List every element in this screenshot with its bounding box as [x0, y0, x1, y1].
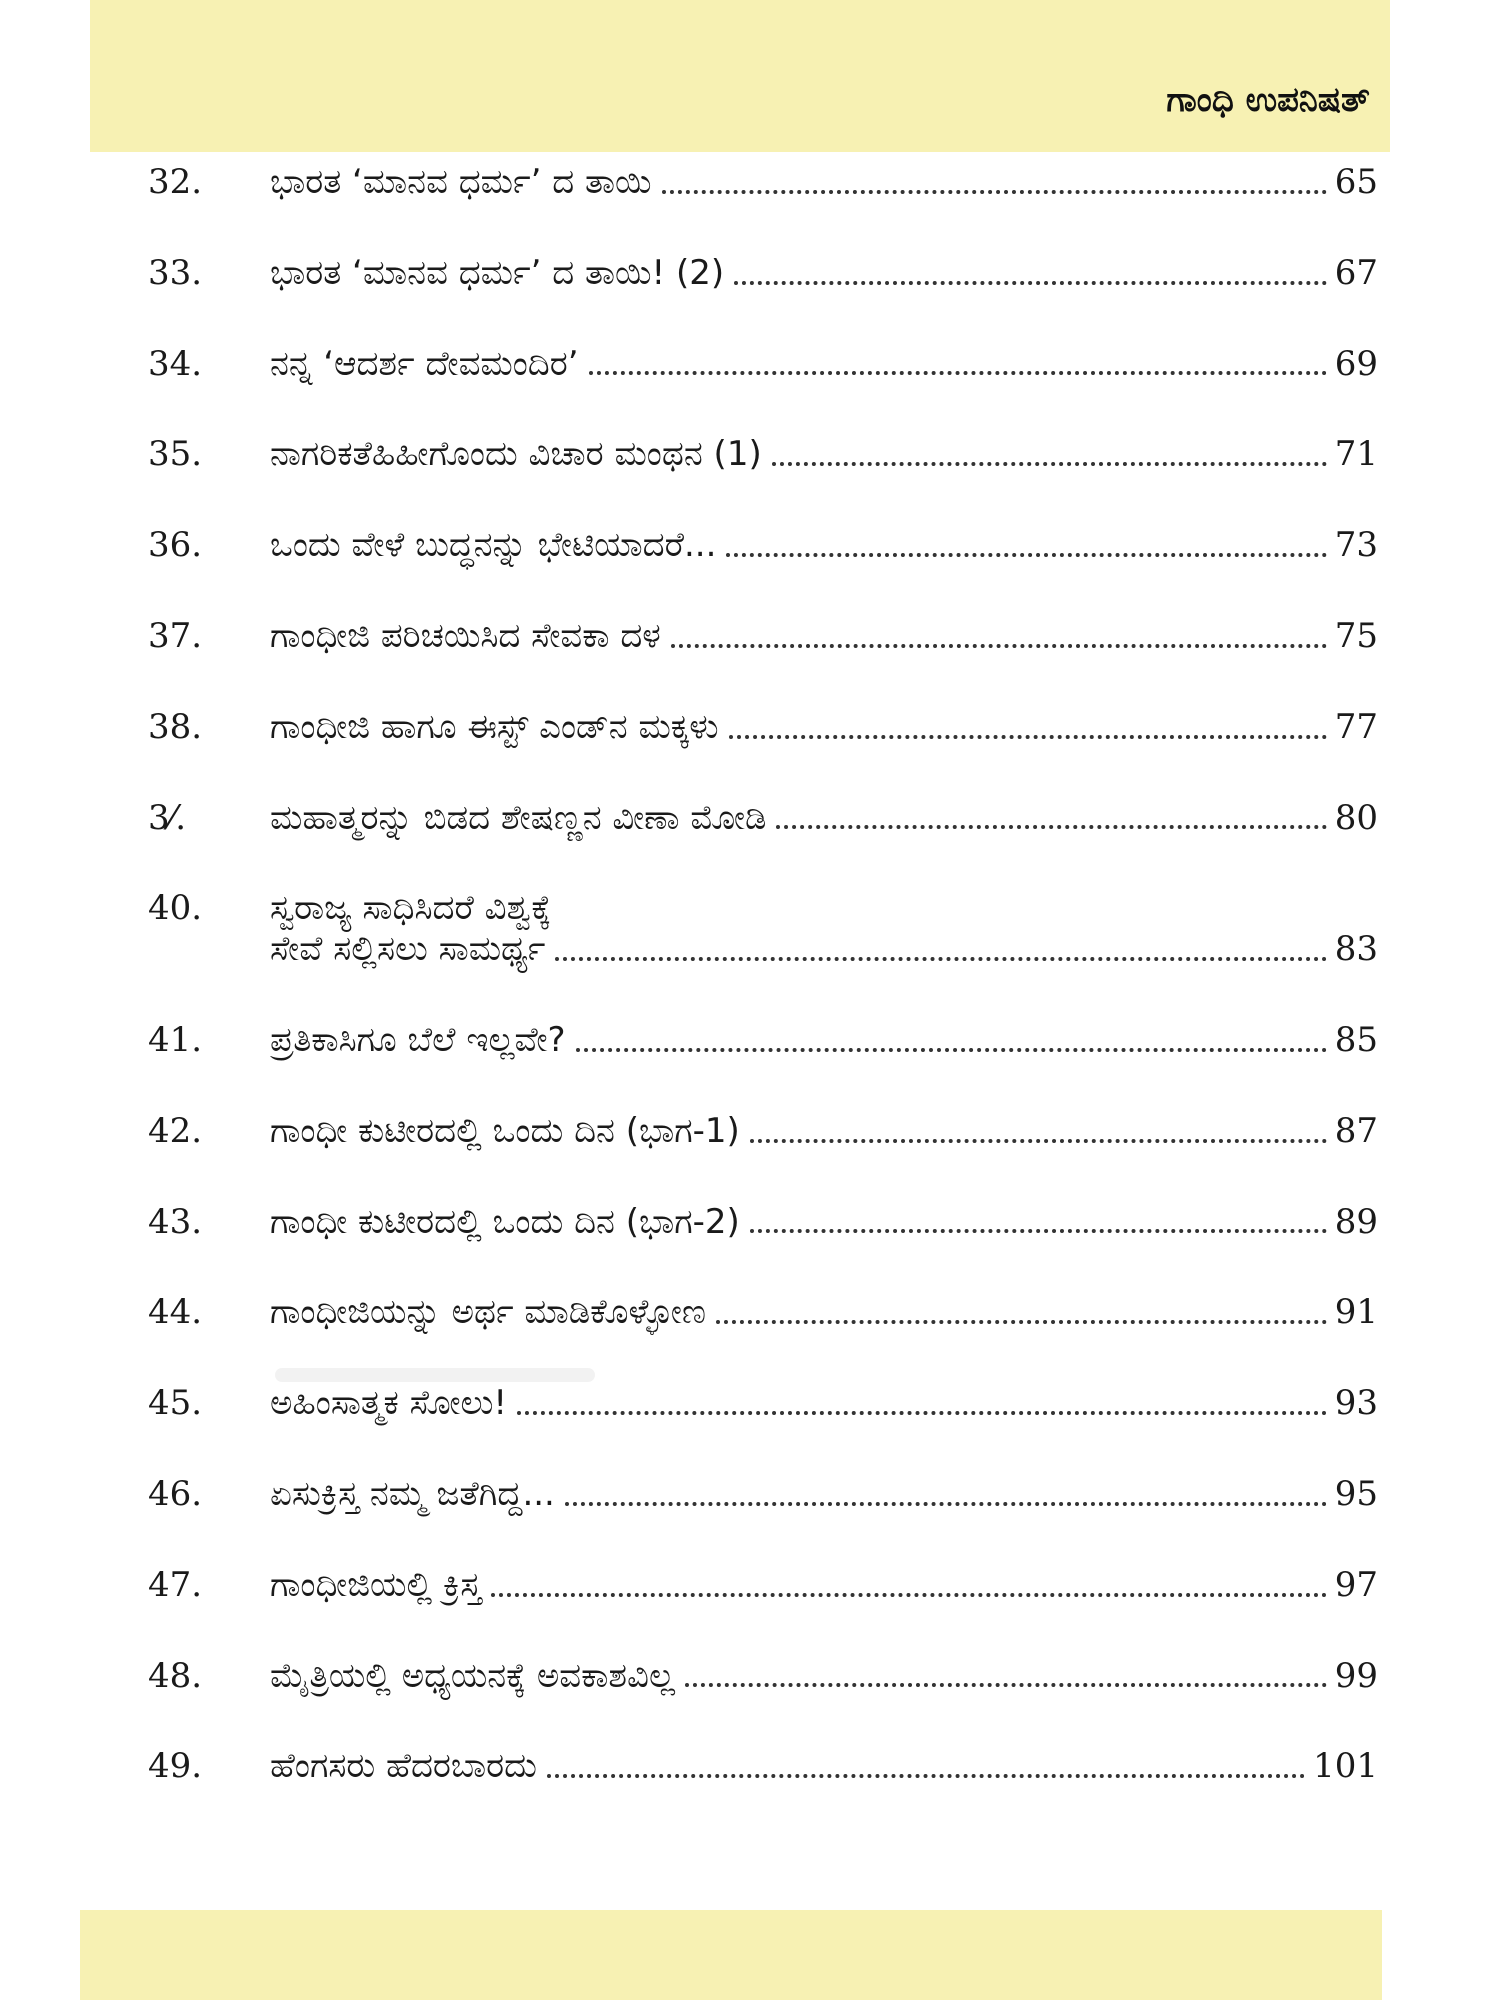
- toc-entry-title: ನಾಗರಿಕತೆಹಿಹೀಗೊಂದು ವಿಚಾರ ಮಂಥನ (1): [270, 434, 762, 475]
- dot-leader: [671, 644, 1327, 648]
- toc-entry-number: 38.: [148, 706, 203, 747]
- toc-entry-page: 97: [1334, 1564, 1378, 1605]
- toc-entry-title: ಹೆಂಗಸರು ಹೆದರಬಾರದು: [270, 1746, 537, 1787]
- toc-entry: [148, 798, 1378, 839]
- toc-entry: [148, 1746, 1378, 1787]
- dot-leader: [576, 1048, 1327, 1052]
- table-of-contents: [148, 162, 1378, 1787]
- dot-leader: [547, 1774, 1305, 1778]
- toc-entry-number: 43.: [148, 1201, 203, 1242]
- toc-entry-page: 69: [1334, 343, 1378, 384]
- toc-entry-page: 85: [1334, 1019, 1378, 1060]
- toc-entry-title: ಗಾಂಧೀಜಿಯಲ್ಲಿ ಕ್ರಿಸ್ತ: [270, 1564, 482, 1605]
- toc-entry-page: 80: [1334, 797, 1378, 838]
- running-head-title: ಗಾಂಧಿ ಉಪನಿಷತ್: [1166, 80, 1370, 120]
- toc-entry-number: 49.: [148, 1746, 203, 1787]
- toc-entry-number: 48.: [148, 1655, 203, 1696]
- toc-entry-number: 34.: [148, 343, 203, 384]
- toc-entry-page: 95: [1334, 1473, 1378, 1514]
- toc-entry-page: 101: [1313, 1746, 1378, 1787]
- dot-leader: [716, 1320, 1327, 1324]
- toc-entry-page: 93: [1334, 1383, 1378, 1424]
- toc-entry-title: ಭಾರತ ‘ಮಾನವ ಧರ್ಮ’ ದ ತಾಯಿ! (2): [270, 252, 725, 293]
- toc-entry-number: 37.: [148, 615, 203, 656]
- dot-leader: [776, 825, 1326, 829]
- toc-entry: [148, 525, 1378, 566]
- toc-entry-page: 87: [1334, 1110, 1378, 1151]
- dot-leader: [750, 1229, 1327, 1233]
- toc-entry-title: ಮಹಾತ್ಮರನ್ನು ಬಿಡದ ಶೇಷಣ್ಣನ ವೀಣಾ ಮೋಡಿ: [270, 797, 767, 838]
- toc-entry-title: ಭಾರತ ‘ಮಾನವ ಧರ್ಮ’ ದ ತಾಯಿ: [270, 162, 652, 202]
- toc-entry: [148, 344, 1378, 385]
- dot-leader: [734, 281, 1327, 285]
- toc-entry-title: ಗಾಂಧೀಜಿ ಹಾಗೂ ಈಸ್ಟ್ ಎಂಡ್‌ನ ಮಕ್ಕಳು: [270, 706, 719, 747]
- toc-entry-page: 91: [1334, 1292, 1378, 1333]
- toc-entry-title: ಏಸುಕ್ರಿಸ್ತ ನಮ್ಮ ಜತೆಗಿದ್ದ...: [270, 1473, 555, 1514]
- toc-entry-number: 32.: [148, 162, 203, 202]
- toc-entry: [148, 1111, 1378, 1152]
- toc-entry-number: 3⁄.: [148, 797, 187, 838]
- dot-leader: [750, 1139, 1327, 1143]
- toc-entry-title: ಒಂದು ವೇಳೆ ಬುದ್ಧನನ್ನು ಭೇಟಿಯಾದರೆ...: [270, 525, 717, 566]
- scan-smudge: [275, 1368, 595, 1382]
- toc-entry-number: 47.: [148, 1564, 203, 1605]
- toc-entry: [148, 1020, 1378, 1061]
- toc-entry-title: ಮೈತ್ರಿಯಲ್ಲಿ ಅಧ್ಯಯನಕ್ಕೆ ಅವಕಾಶವಿಲ್ಲ: [270, 1655, 676, 1696]
- dot-leader: [726, 553, 1326, 557]
- dot-leader: [555, 957, 1326, 961]
- toc-entry: [148, 1565, 1378, 1606]
- toc-entry-number: 44.: [148, 1292, 203, 1333]
- toc-entry-page: 77: [1334, 706, 1378, 747]
- toc-entry-page: 99: [1334, 1655, 1378, 1696]
- toc-entry: [148, 1292, 1378, 1333]
- toc-entry: [148, 434, 1378, 475]
- toc-entry: [148, 253, 1378, 294]
- dot-leader: [589, 371, 1327, 375]
- dot-leader: [565, 1502, 1327, 1506]
- header-band: [90, 0, 1390, 152]
- toc-entry-page: 65: [1334, 162, 1378, 202]
- toc-entry: [148, 888, 1378, 970]
- toc-entry-title: ಅಹಿಂಸಾತ್ಮಕ ಸೋಲು!: [270, 1383, 508, 1424]
- toc-entry-number: 35.: [148, 434, 203, 475]
- dot-leader: [729, 735, 1327, 739]
- toc-entry-title: ನನ್ನ ‘ಆದರ್ಶ ದೇವಮಂದಿರ’: [270, 343, 579, 384]
- footer-band: [80, 1910, 1382, 2000]
- toc-entry-number: 33.: [148, 252, 203, 293]
- toc-entry-title: ಪ್ರತಿಕಾಸಿಗೂ ಬೆಲೆ ಇಲ್ಲವೇ?: [270, 1019, 566, 1060]
- toc-entry-number: 40.: [148, 888, 203, 929]
- toc-entry: [148, 1474, 1378, 1515]
- toc-entry-page: 75: [1334, 615, 1378, 656]
- toc-entry-title: ಗಾಂಧೀ ಕುಟೀರದಲ್ಲಿ ಒಂದು ದಿನ (ಭಾಗ-2): [270, 1201, 740, 1242]
- dot-leader: [662, 190, 1327, 194]
- toc-entry: [148, 707, 1378, 748]
- toc-entry: [148, 162, 1378, 203]
- toc-entry-title-line1: ಸ್ವರಾಜ್ಯ ಸಾಧಿಸಿದರೆ ವಿಶ್ವಕ್ಕೆ: [270, 888, 552, 929]
- toc-entry-title: ಗಾಂಧೀಜಿಯನ್ನು ಅರ್ಥ ಮಾಡಿಕೊಳ್ಳೋಣ: [270, 1292, 707, 1333]
- toc-entry-page: 73: [1334, 525, 1378, 566]
- toc-entry-number: 42.: [148, 1110, 203, 1151]
- toc-entry: [148, 1383, 1378, 1424]
- toc-entry: [148, 1656, 1378, 1697]
- toc-entry-number: 45.: [148, 1383, 203, 1424]
- toc-entry-title: ಗಾಂಧೀ ಕುಟೀರದಲ್ಲಿ ಒಂದು ದಿನ (ಭಾಗ-1): [270, 1110, 740, 1151]
- dot-leader: [491, 1593, 1326, 1597]
- toc-entry-number: 46.: [148, 1473, 203, 1514]
- toc-entry: [148, 1202, 1378, 1243]
- toc-entry-page: 89: [1334, 1201, 1378, 1242]
- toc-entry-title-line2: ಸೇವೆ ಸಲ್ಲಿಸಲು ಸಾಮರ್ಥ್ಯ: [270, 929, 546, 970]
- toc-entry-page: 83: [1334, 929, 1378, 970]
- toc-entry: [148, 616, 1378, 657]
- toc-entry-page: 71: [1334, 434, 1378, 475]
- toc-entry-page: 67: [1334, 252, 1378, 293]
- toc-entry-number: 36.: [148, 525, 203, 566]
- toc-entry-number: 41.: [148, 1019, 203, 1060]
- dot-leader: [772, 462, 1327, 466]
- toc-entry-title: ಗಾಂಧೀಜಿ ಪರಿಚಯಿಸಿದ ಸೇವಕಾ ದಳ: [270, 615, 661, 656]
- dot-leader: [517, 1411, 1327, 1415]
- dot-leader: [685, 1683, 1327, 1687]
